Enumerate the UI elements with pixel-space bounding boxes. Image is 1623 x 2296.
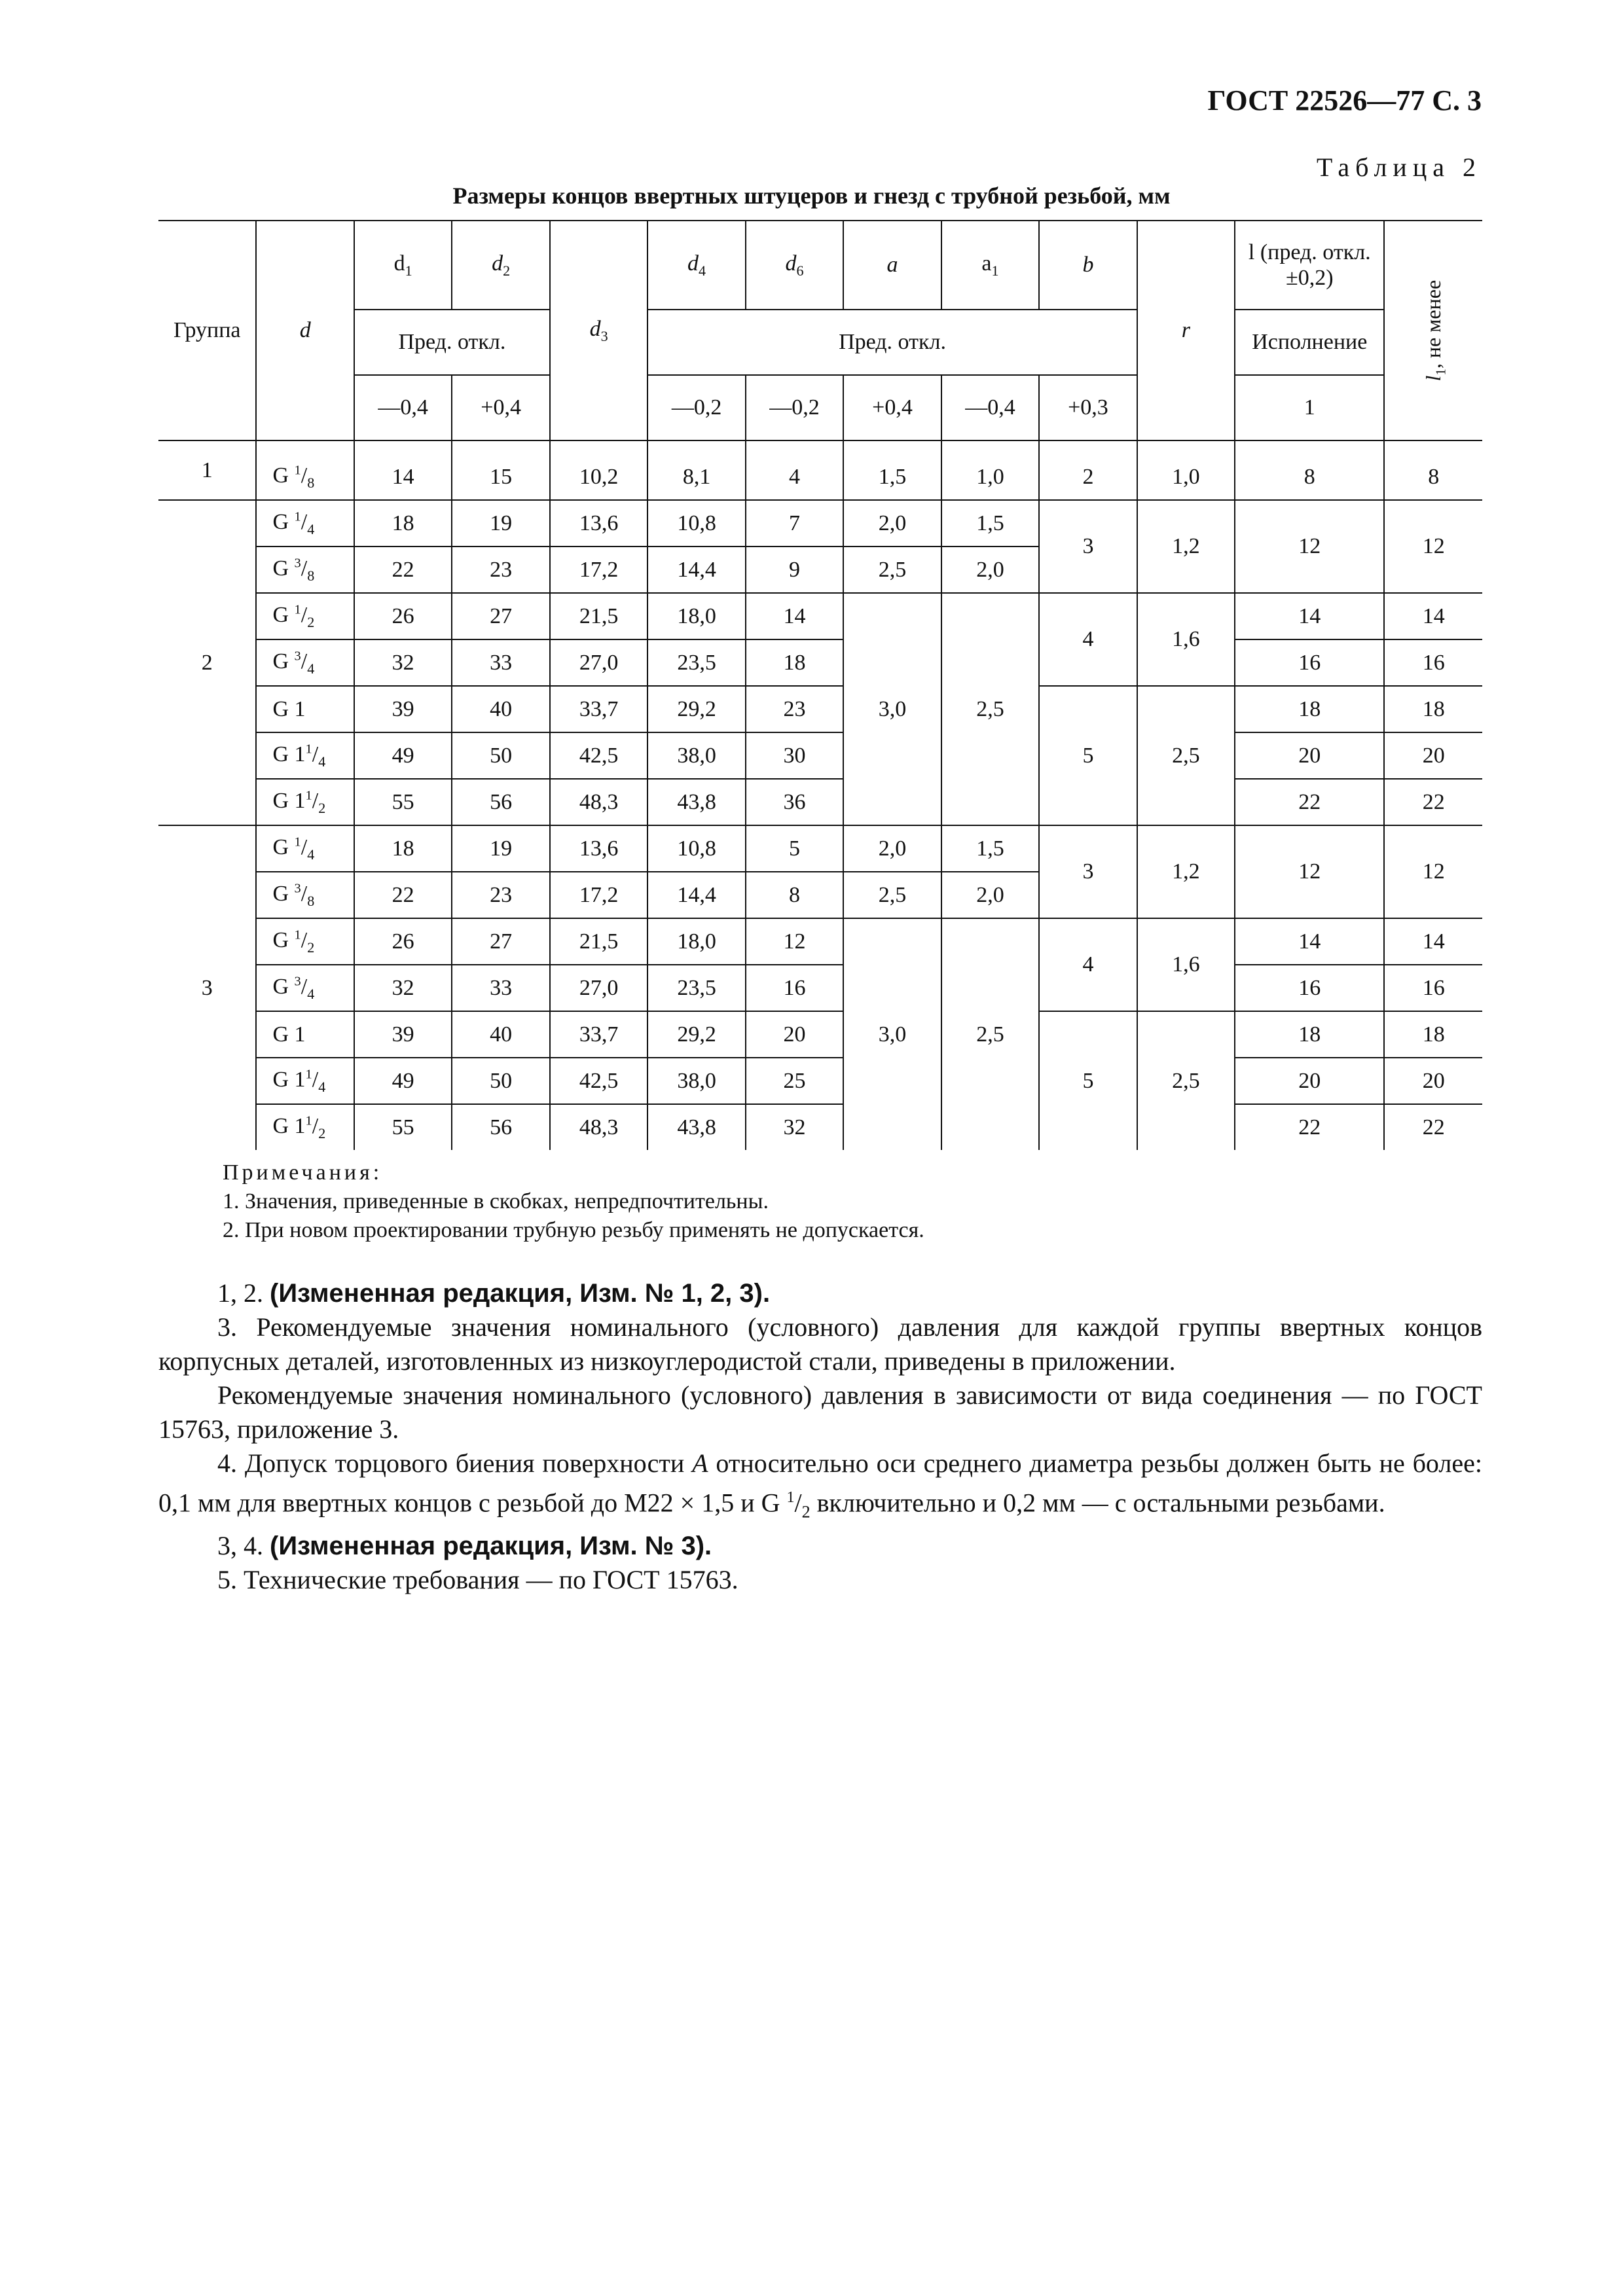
d-cell: G $^1/_8$ <box>256 454 354 500</box>
l-cell: 22 <box>1235 1104 1384 1150</box>
d3-cell: 21,5 <box>550 918 647 965</box>
d1-cell: 39 <box>354 686 452 732</box>
note-1: 1. Значения, приведенные в скобках, непредпочтительны. <box>223 1189 769 1213</box>
ispolnenie-header: Исполнение <box>1235 310 1384 375</box>
l-cell: 20 <box>1235 732 1384 779</box>
table-notes <box>223 1158 924 1245</box>
d6-cell: 8 <box>746 872 843 918</box>
group-2-cell: 2 <box>201 650 213 675</box>
l1-cell: 20 <box>1384 732 1482 779</box>
a1-cell: 2,0 <box>941 547 1039 593</box>
d-cell: G $1^1/_4$ <box>256 732 354 779</box>
d6-cell: 9 <box>746 547 843 593</box>
d4-cell: 14,4 <box>647 872 745 918</box>
r-cell: 1,6 <box>1137 593 1235 686</box>
d4-cell: 18,0 <box>647 593 745 639</box>
l-cell: 14 <box>1235 918 1384 965</box>
table-row <box>158 686 1482 732</box>
d4-cell: 23,5 <box>647 965 745 1011</box>
d4-cell: 29,2 <box>647 1011 745 1058</box>
a1-cell: 1,0 <box>941 454 1039 500</box>
table-row <box>158 593 1482 639</box>
l1-cell: 22 <box>1384 779 1482 825</box>
tol-b: +0,3 <box>1039 375 1137 440</box>
d1-cell: 39 <box>354 1011 452 1058</box>
table-row <box>158 1011 1482 1058</box>
table-row <box>158 1104 1482 1150</box>
d1-cell: 49 <box>354 1058 452 1104</box>
l1-cell: 8 <box>1384 454 1482 500</box>
d2-cell: 56 <box>452 779 549 825</box>
d6-cell: 12 <box>746 918 843 965</box>
group-header: Группа <box>158 221 256 440</box>
d2-header: $d_2$ <box>452 221 549 310</box>
d2-cell: 33 <box>452 639 549 686</box>
table-row <box>158 965 1482 1011</box>
d1-cell: 32 <box>354 639 452 686</box>
d3-cell: 33,7 <box>550 1011 647 1058</box>
d2-cell: 50 <box>452 1058 549 1104</box>
table-row <box>158 639 1482 686</box>
d3-cell: 27,0 <box>550 965 647 1011</box>
d2-cell: 23 <box>452 547 549 593</box>
l1-cell: 18 <box>1384 1011 1482 1058</box>
a-cell: 3,0 <box>843 593 941 825</box>
table-row <box>158 454 1482 500</box>
d6-cell: 14 <box>746 593 843 639</box>
table-row <box>158 732 1482 779</box>
d-cell: G $^3/_4$ <box>256 639 354 686</box>
a1-cell: 1,5 <box>941 825 1039 872</box>
d1-cell: 18 <box>354 825 452 872</box>
l-cell: 20 <box>1235 1058 1384 1104</box>
header-row-2 <box>158 310 1482 375</box>
tol-d1: —0,4 <box>354 375 452 440</box>
d3-cell: 48,3 <box>550 1104 647 1150</box>
tol-d2: +0,4 <box>452 375 549 440</box>
note-2: 2. При новом проектировании трубную резьбу применять не допускается. <box>223 1218 924 1242</box>
d2-cell: 27 <box>452 918 549 965</box>
header-row-3 <box>158 375 1482 440</box>
l-cell: 18 <box>1235 686 1384 732</box>
d1-cell: 55 <box>354 779 452 825</box>
b-cell: 3 <box>1039 500 1137 593</box>
d6-cell: 16 <box>746 965 843 1011</box>
group-1-cell: 1 <box>158 440 256 500</box>
b-header: b <box>1039 221 1137 310</box>
d1-cell: 22 <box>354 872 452 918</box>
b-cell: 5 <box>1039 686 1137 825</box>
l-cell: 14 <box>1235 593 1384 639</box>
d6-cell: 23 <box>746 686 843 732</box>
d3-cell: 13,6 <box>550 825 647 872</box>
d3-cell: 33,7 <box>550 686 647 732</box>
d-cell: G $^1/_4$ <box>256 825 354 872</box>
l1-header: $l_1$, не менее <box>1384 221 1482 440</box>
d4-header: $d_4$ <box>647 221 745 310</box>
tol-d4: —0,2 <box>647 375 745 440</box>
paragraph-5: 5. Технические требования — по ГОСТ 15763. <box>217 1565 739 1595</box>
d-cell: G $^3/_8$ <box>256 547 354 593</box>
r-cell: 1,2 <box>1137 825 1235 918</box>
d4-cell: 43,8 <box>647 779 745 825</box>
header-row-1 <box>158 221 1482 310</box>
d3-cell: 42,5 <box>550 732 647 779</box>
d6-cell: 18 <box>746 639 843 686</box>
paragraph-3: 3. Рекомендуемые значения номинального (условного) давления для каждой группы ввертных концов корпусных деталей, изготовленных из низкоуглеродистой стали, приведены в приложении. <box>158 1312 1482 1376</box>
tol-a: +0,4 <box>843 375 941 440</box>
d3-cell: 42,5 <box>550 1058 647 1104</box>
l-cell: 8 <box>1235 454 1384 500</box>
l1-cell: 12 <box>1384 825 1482 918</box>
b-cell: 4 <box>1039 918 1137 1011</box>
notes-heading: Примечания: <box>223 1160 383 1185</box>
a-cell: 1,5 <box>843 454 941 500</box>
d6-cell: 20 <box>746 1011 843 1058</box>
a-cell: 2,5 <box>843 547 941 593</box>
tol-a1: —0,4 <box>941 375 1039 440</box>
r-cell: 2,5 <box>1137 1011 1235 1150</box>
d4-cell: 43,8 <box>647 1104 745 1150</box>
d3-cell: 27,0 <box>550 639 647 686</box>
b-cell: 4 <box>1039 593 1137 686</box>
d2-cell: 19 <box>452 825 549 872</box>
d1-cell: 14 <box>354 454 452 500</box>
d-cell: G 1 <box>256 686 354 732</box>
a1-cell: 1,5 <box>941 500 1039 547</box>
l-cell: 12 <box>1235 825 1384 918</box>
d2-cell: 23 <box>452 872 549 918</box>
d2-cell: 56 <box>452 1104 549 1150</box>
a1-header: $a_1$ <box>941 221 1039 310</box>
table-row <box>158 779 1482 825</box>
d3-cell: 48,3 <box>550 779 647 825</box>
d3-cell: 17,2 <box>550 547 647 593</box>
b-cell: 3 <box>1039 825 1137 918</box>
a-cell: 3,0 <box>843 918 941 1150</box>
b-cell: 5 <box>1039 1011 1137 1150</box>
d-cell: G $^3/_4$ <box>256 965 354 1011</box>
d6-cell: 4 <box>746 454 843 500</box>
paragraph-3-cont: Рекомендуемые значения номинального (условного) давления в зависимости от вида соединения — по ГОСТ 15763, приложение 3. <box>158 1380 1482 1444</box>
isp-1: 1 <box>1235 375 1384 440</box>
d1-cell: 22 <box>354 547 452 593</box>
d2-cell: 19 <box>452 500 549 547</box>
d-header: d <box>256 221 354 440</box>
dimensions-table <box>158 220 1482 1150</box>
spacer-row <box>158 440 1482 454</box>
table-row <box>158 918 1482 965</box>
d6-cell: 32 <box>746 1104 843 1150</box>
d1-cell: 32 <box>354 965 452 1011</box>
group-3-cell: 3 <box>158 825 256 1150</box>
d-cell: G $1^1/_2$ <box>256 779 354 825</box>
a-cell: 2,0 <box>843 500 941 547</box>
l1-cell: 14 <box>1384 593 1482 639</box>
d1-cell: 26 <box>354 593 452 639</box>
d3-cell: 10,2 <box>550 454 647 500</box>
d-cell: G $^1/_4$ <box>256 500 354 547</box>
l1-cell: 20 <box>1384 1058 1482 1104</box>
paragraph-revision-3-4: 3, 4. (Измененная редакция, Изм. № 3). <box>217 1531 712 1561</box>
r-cell: 1,0 <box>1137 454 1235 500</box>
d6-cell: 7 <box>746 500 843 547</box>
l1-cell: 12 <box>1384 500 1482 593</box>
b-cell: 2 <box>1039 454 1137 500</box>
d3-header: $d_3$ <box>550 221 647 440</box>
d2-cell: 40 <box>452 686 549 732</box>
d-cell: G 1 <box>256 1011 354 1058</box>
d4-cell: 14,4 <box>647 547 745 593</box>
d1-cell: 55 <box>354 1104 452 1150</box>
d-cell: G $^1/_2$ <box>256 918 354 965</box>
l-cell: 16 <box>1235 639 1384 686</box>
d6-cell: 36 <box>746 779 843 825</box>
table-row <box>158 825 1482 872</box>
paragraph-4: 4. Допуск торцового биения поверхности A относительно оси среднего диаметра резьбы должен быть не более: 0,1 мм для ввертных концов с резьбой до M22 × 1,5 и G $^1/_2$ включительно и 0,2 мм — с остальными резьбами. <box>158 1448 1482 1522</box>
l-cell: 12 <box>1235 500 1384 593</box>
d2-cell: 50 <box>452 732 549 779</box>
d2-cell: 15 <box>452 454 549 500</box>
d1-header: $d_1$ <box>354 221 452 310</box>
l1-cell: 16 <box>1384 965 1482 1011</box>
d2-cell: 27 <box>452 593 549 639</box>
l-cell: 22 <box>1235 779 1384 825</box>
d1-cell: 26 <box>354 918 452 965</box>
l-cell: 16 <box>1235 965 1384 1011</box>
table-row <box>158 500 1482 547</box>
d1-cell: 18 <box>354 500 452 547</box>
paragraph-revision-1-2: 1, 2. (Измененная редакция, Изм. № 1, 2, 3). <box>217 1278 771 1308</box>
a-cell: 2,0 <box>843 825 941 872</box>
tol-d6: —0,2 <box>746 375 843 440</box>
table-label: Таблица 2 <box>1316 152 1482 182</box>
d4-cell: 29,2 <box>647 686 745 732</box>
d4-cell: 8,1 <box>647 454 745 500</box>
a1-cell: 2,5 <box>941 593 1039 825</box>
table-title: Размеры концов ввертных штуцеров и гнезд с трубной резьбой, мм <box>452 183 1171 209</box>
d3-cell: 17,2 <box>550 872 647 918</box>
d6-cell: 25 <box>746 1058 843 1104</box>
r-cell: 1,2 <box>1137 500 1235 593</box>
d2-cell: 33 <box>452 965 549 1011</box>
d4-cell: 18,0 <box>647 918 745 965</box>
d4-cell: 10,8 <box>647 500 745 547</box>
body-text <box>158 1276 1482 1597</box>
d1-cell: 49 <box>354 732 452 779</box>
l1-cell: 14 <box>1384 918 1482 965</box>
d3-cell: 13,6 <box>550 500 647 547</box>
l1-cell: 16 <box>1384 639 1482 686</box>
d-cell: G $1^1/_2$ <box>256 1104 354 1150</box>
d-cell: G $^3/_8$ <box>256 872 354 918</box>
d4-cell: 23,5 <box>647 639 745 686</box>
d4-cell: 38,0 <box>647 1058 745 1104</box>
r-header: r <box>1137 221 1235 440</box>
d-cell: G $1^1/_4$ <box>256 1058 354 1104</box>
d3-cell: 21,5 <box>550 593 647 639</box>
l1-cell: 22 <box>1384 1104 1482 1150</box>
d6-header: $d_6$ <box>746 221 843 310</box>
table-row <box>158 1058 1482 1104</box>
d4-cell: 10,8 <box>647 825 745 872</box>
pred-otkl-d1-d2: Пред. откл. <box>354 310 550 375</box>
d6-cell: 5 <box>746 825 843 872</box>
l-cell: 18 <box>1235 1011 1384 1058</box>
d2-cell: 40 <box>452 1011 549 1058</box>
pred-otkl-d4-b: Пред. откл. <box>647 310 1137 375</box>
r-cell: 2,5 <box>1137 686 1235 825</box>
d4-cell: 38,0 <box>647 732 745 779</box>
d6-cell: 30 <box>746 732 843 779</box>
a1-cell: 2,5 <box>941 918 1039 1150</box>
a-header: a <box>843 221 941 310</box>
l-header: l (пред. откл. ±0,2) <box>1235 221 1384 310</box>
page-header: ГОСТ 22526—77 С. 3 <box>1207 84 1482 117</box>
a1-cell: 2,0 <box>941 872 1039 918</box>
r-cell: 1,6 <box>1137 918 1235 1011</box>
a-cell: 2,5 <box>843 872 941 918</box>
d-cell: G $^1/_2$ <box>256 593 354 639</box>
l1-cell: 18 <box>1384 686 1482 732</box>
